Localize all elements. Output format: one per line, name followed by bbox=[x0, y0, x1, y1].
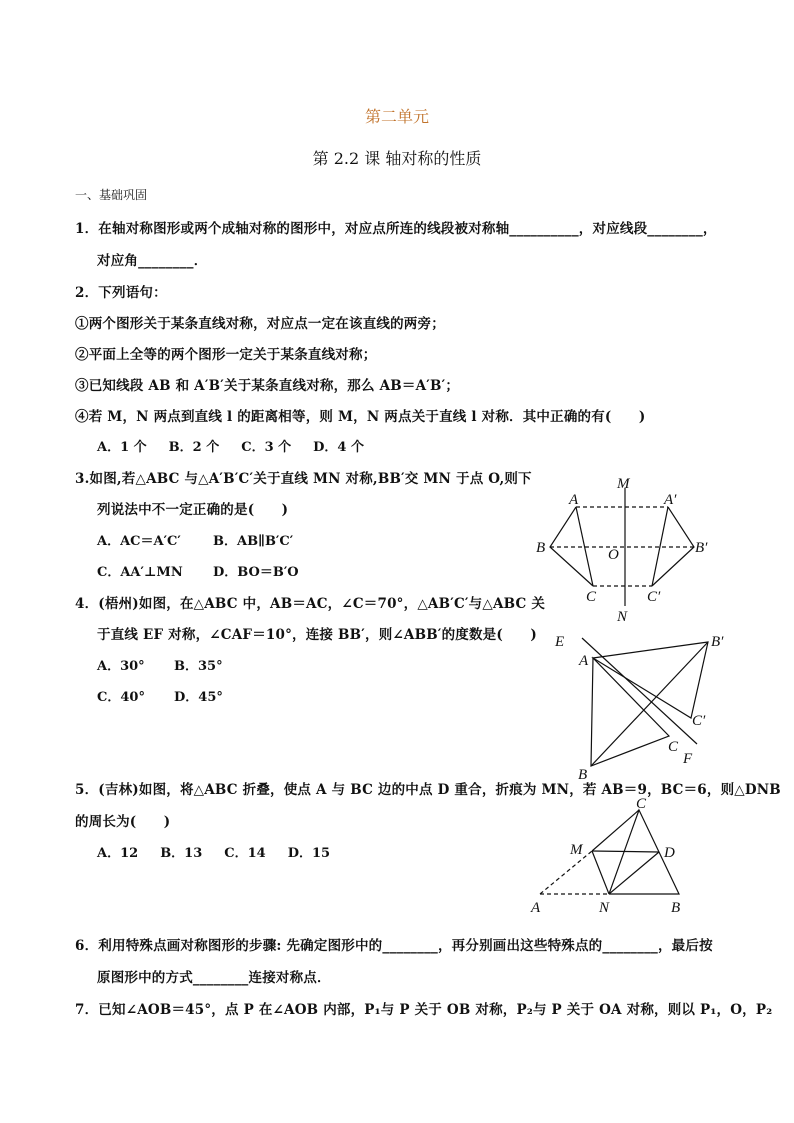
q2-option-d: D．4 个 bbox=[313, 440, 365, 455]
q3-line2: 列说法中不一定正确的是( ) bbox=[97, 502, 289, 518]
q4-option-c: C．40° bbox=[97, 690, 145, 705]
label-a: A bbox=[579, 653, 589, 669]
label-a: A bbox=[569, 492, 579, 508]
q4-figure bbox=[545, 620, 745, 780]
label-m: M bbox=[570, 842, 583, 858]
q3-option-a: A．AC＝A′C′ bbox=[97, 534, 181, 549]
q2-statement-1: ①两个图形关于某条直线对称，对应点一定在该直线的两旁； bbox=[75, 316, 445, 332]
q5-figure bbox=[525, 790, 695, 925]
q2-option-b: B．2 个 bbox=[168, 440, 220, 455]
section-heading: 一、基础巩固 bbox=[75, 188, 148, 202]
q2-option-a: A．1 个 bbox=[97, 440, 147, 455]
label-b: B bbox=[578, 767, 588, 780]
segment-mn bbox=[592, 851, 609, 894]
q2-statement-4: ④若 M，N 两点到直线 l 的距离相等，则 M，N 两点关于直线 l 对称．其中正确的有( ) bbox=[75, 409, 646, 425]
label-b-prime: B′ bbox=[695, 540, 708, 556]
q5-option-c: C．14 bbox=[224, 846, 266, 861]
q6-line2: 原图形中的方式________连接对称点． bbox=[97, 970, 331, 986]
q5-option-d: D．15 bbox=[287, 846, 331, 861]
q1-line1: 1．在轴对称图形或两个成轴对称的图形中，对应点所连的线段被对称轴__________，对应线段________， bbox=[75, 221, 717, 237]
q2-options bbox=[97, 436, 386, 455]
label-n: N bbox=[599, 900, 610, 916]
q4-option-a: A．30° bbox=[97, 659, 145, 674]
label-a-prime: A′ bbox=[664, 492, 677, 508]
q2-stem: 2．下列语句： bbox=[75, 285, 167, 301]
label-d: D bbox=[664, 845, 675, 861]
label-b: B bbox=[536, 540, 546, 556]
q5-line2: 的周长为( ) bbox=[75, 814, 171, 830]
label-e: E bbox=[555, 634, 565, 650]
q3-option-d: D．BO＝B′O bbox=[213, 565, 299, 580]
segment-md bbox=[592, 851, 659, 852]
q3-figure bbox=[525, 470, 725, 630]
q4-line1: 4．(梧州)如图，在△ABC 中，AB＝AC，∠C＝70°，△AB′C′与△ABC 关 bbox=[75, 596, 546, 612]
label-m: M bbox=[617, 476, 630, 492]
q4-option-d: D．45° bbox=[174, 690, 223, 705]
label-c-prime: C′ bbox=[692, 713, 706, 729]
line-ef bbox=[582, 638, 697, 744]
label-a: A bbox=[531, 900, 541, 916]
q6-line1: 6．利用特殊点画对称图形的步骤: 先确定图形中的________，再分别画出这些特殊点的________，最后按 bbox=[75, 938, 713, 954]
q5-options bbox=[97, 842, 352, 861]
q2-statement-3: ③已知线段 AB 和 A′B′关于某条直线对称，那么 AB＝A′B′； bbox=[75, 378, 460, 394]
triangle-abc bbox=[591, 658, 669, 766]
q3-option-c: C．AA′⊥MN bbox=[97, 565, 183, 580]
q5-line1: 5．(吉林)如图，将△ABC 折叠，使点 A 与 BC 边的中点 D 重合，折痕为 MN，若 AB＝9，BC＝6，则△DNB bbox=[75, 782, 781, 798]
unit-title: 第二单元 bbox=[364, 107, 429, 126]
label-o: O bbox=[608, 547, 619, 563]
label-b-prime: B′ bbox=[711, 634, 724, 650]
q2-statement-2: ②平面上全等的两个图形一定关于某条直线对称； bbox=[75, 347, 377, 363]
segment-bb2 bbox=[591, 642, 708, 766]
label-c: C bbox=[636, 796, 647, 812]
q1-line2: 对应角________． bbox=[97, 253, 208, 269]
triangle-ab2c2 bbox=[593, 642, 708, 718]
q7-line1: 7．已知∠AOB＝45°，点 P 在∠AOB 内部，P₁与 P 关于 OB 对称，P₂与 P 关于 OA 对称，则以 P₁，O，P₂ bbox=[75, 1002, 773, 1018]
label-c: C bbox=[668, 739, 679, 755]
label-c: C bbox=[586, 589, 597, 605]
q5-option-a: A．12 bbox=[97, 846, 139, 861]
q4-line2: 于直线 EF 对称，∠CAF＝10°，连接 BB′，则∠ABB′的度数是( ) bbox=[97, 627, 537, 643]
lesson-title: 第 2.2 课 轴对称的性质 bbox=[312, 149, 482, 168]
q5-option-b: B．13 bbox=[160, 846, 203, 861]
label-f: F bbox=[683, 751, 693, 767]
q3-line1: 3.如图,若△ABC 与△A′B′C′关于直线 MN 对称,BB′交 MN 于点 O,则下 bbox=[75, 471, 532, 487]
label-b: B bbox=[671, 900, 681, 916]
label-c-prime: C′ bbox=[647, 589, 661, 605]
label-n: N bbox=[617, 609, 628, 625]
q2-option-c: C．3 个 bbox=[241, 440, 292, 455]
q4-option-b: B．35° bbox=[174, 659, 223, 674]
q3-option-b: B．AB∥B′C′ bbox=[213, 534, 294, 549]
segment-am bbox=[540, 851, 592, 894]
